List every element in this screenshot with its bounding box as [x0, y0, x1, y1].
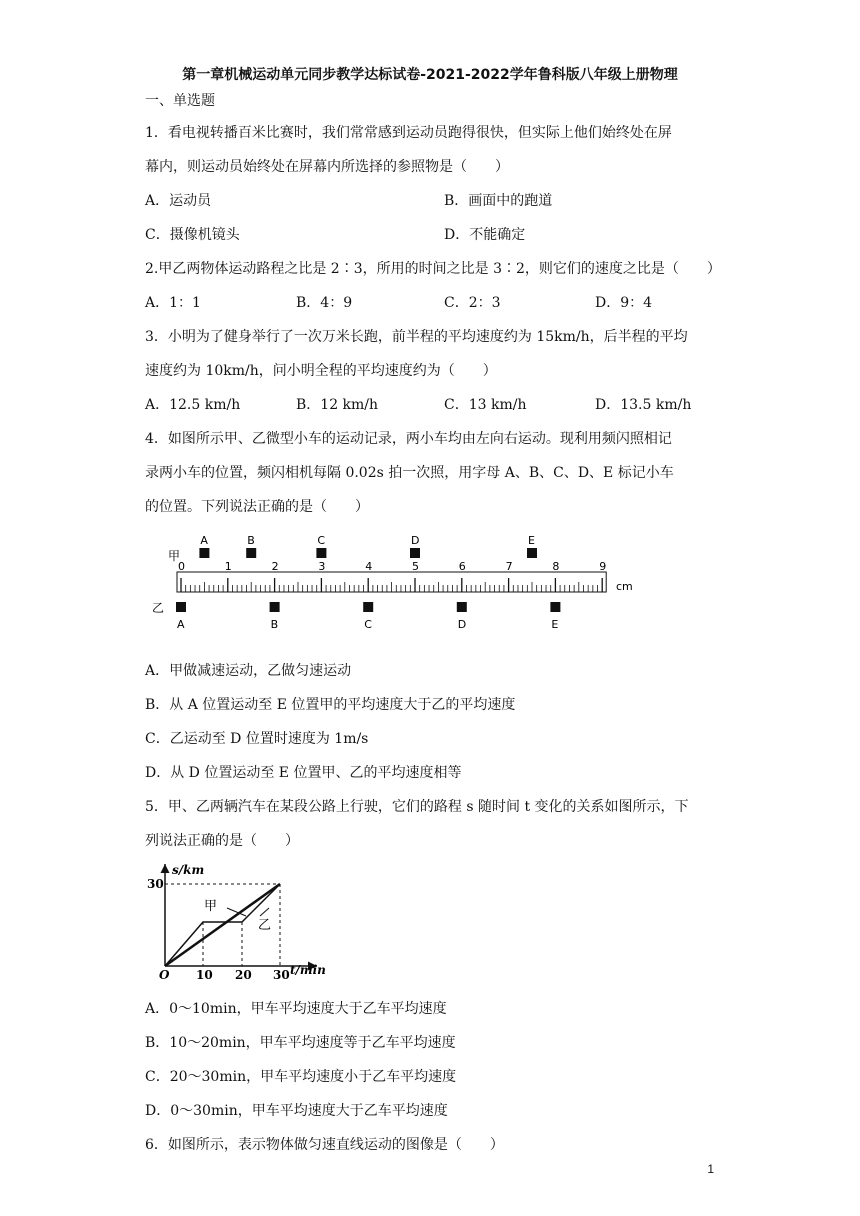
graph-jia-label: 甲	[204, 899, 218, 914]
q3-line2: 速度约为 10km/h，问小明全程的平均速度约为（ ）	[145, 363, 497, 379]
yi-pointer	[260, 908, 269, 916]
q6-line1: 6．如图所示，表示物体做匀速直线运动的图像是（ ）	[145, 1137, 504, 1153]
jia-car-mark	[410, 548, 420, 558]
jia-label: 甲	[168, 549, 181, 563]
q2-option-b: B．4：9	[296, 295, 353, 311]
yi-mark-label: C	[364, 618, 372, 631]
q2-option-d: D．9：4	[595, 295, 653, 311]
yi-car-mark	[270, 602, 280, 612]
graph-xlabel: t/min	[290, 963, 326, 977]
ruler-tick-label: 2	[271, 560, 279, 573]
yi-car-mark	[550, 602, 560, 612]
q3-option-b: B．12 km/h	[296, 397, 379, 413]
q3-line1: 3．小明为了健身举行了一次万米长跑，前半程的平均速度约为 15km/h，后半程的平均	[145, 329, 688, 345]
graph-yi-label: 乙	[258, 918, 272, 933]
ruler-tick-label: 3	[318, 560, 326, 573]
q2-line1: 2.甲乙两物体运动路程之比是 2∶3，所用的时间之比是 3∶2，则它们的速度之比是（ ）	[145, 261, 721, 277]
ruler-figure	[150, 532, 650, 637]
graph-x30: 30	[273, 968, 290, 980]
yi-car-mark	[176, 602, 186, 612]
graph-ylabel: s/km	[172, 863, 205, 877]
q5-line2: 列说法正确的是（ ）	[145, 833, 299, 849]
q3-option-c: C．13 km/h	[444, 397, 527, 413]
ruler-tick-label: 7	[505, 560, 513, 573]
ruler-tick-label: 5	[412, 560, 419, 573]
q2-option-a: A．1：1	[145, 295, 201, 311]
jia-mark-label: B	[247, 534, 255, 547]
graph-y30: 30	[147, 877, 164, 891]
q4-option-a: A．甲做减速运动，乙做匀速运动	[145, 663, 352, 679]
q3-option-d: D．13.5 km/h	[595, 397, 692, 413]
q2-option-c: C．2：3	[444, 295, 501, 311]
ruler-tick-label: 9	[599, 560, 607, 573]
q1-option-b: B．画面中的跑道	[444, 193, 553, 209]
jia-car-mark	[246, 548, 256, 558]
ruler-tick-label: 1	[224, 560, 232, 573]
ruler	[176, 534, 606, 631]
q1-option-c: C．摄像机镜头	[145, 227, 240, 243]
yi-car-mark	[457, 602, 467, 612]
page-title: 第一章机械运动单元同步教学达标试卷-2021-2022学年鲁科版八年级上册物理	[182, 67, 678, 83]
ruler-tick-label: 0	[178, 560, 185, 573]
page-number: 1	[707, 1162, 714, 1176]
q5-line1: 5．甲、乙两辆汽车在某段公路上行驶，它们的路程 s 随时间 t 变化的关系如图所示，下	[145, 799, 689, 815]
yi-car-mark	[363, 602, 373, 612]
jia-mark-label: E	[528, 534, 535, 547]
q5-option-c: C．20～30min，甲车平均速度小于乙车平均速度	[145, 1069, 457, 1085]
q4-option-b: B．从 A 位置运动至 E 位置甲的平均速度大于乙的平均速度	[145, 697, 516, 713]
graph-x10: 10	[196, 968, 213, 980]
st-graph	[145, 858, 335, 980]
jia-mark-label: C	[317, 534, 326, 547]
jia-mark-label: D	[411, 534, 420, 547]
q5-option-a: A．0～10min，甲车平均速度大于乙车平均速度	[145, 1001, 447, 1017]
q5-option-b: B．10～20min，甲车平均速度等于乙车平均速度	[145, 1035, 456, 1051]
jia-car-mark	[199, 548, 209, 558]
yi-label: 乙	[152, 601, 165, 615]
section-heading: 一、单选题	[145, 93, 215, 109]
q3-option-a: A．12.5 km/h	[145, 397, 241, 413]
graph-x20: 20	[235, 968, 252, 980]
q1-line2: 幕内，则运动员始终处在屏幕内所选择的参照物是（ ）	[145, 159, 509, 175]
q4-option-c: C．乙运动至 D 位置时速度为 1m/s	[145, 731, 369, 747]
graph-origin: O	[159, 968, 170, 980]
jia-car-mark	[527, 548, 537, 558]
q1-option-d: D．不能确定	[444, 227, 526, 243]
q5-option-d: D．0～30min，甲车平均速度大于乙车平均速度	[145, 1103, 448, 1119]
ruler-tick-label: 6	[458, 560, 466, 573]
jia-car-mark	[316, 548, 326, 558]
ruler-tick-label: 8	[552, 560, 560, 573]
q4-line1: 4．如图所示甲、乙微型小车的运动记录，两小车均由左向右运动。现利用频闪照相记	[145, 431, 672, 447]
q4-option-d: D．从 D 位置运动至 E 位置甲、乙的平均速度相等	[145, 765, 462, 781]
q4-line3: 的位置。下列说法正确的是（ ）	[145, 499, 369, 515]
yi-mark-label: B	[270, 618, 279, 631]
q1-option-a: A．运动员	[145, 193, 212, 209]
ruler-tick-label: 4	[365, 560, 373, 573]
yi-mark-label: D	[457, 618, 467, 631]
yi-mark-label: A	[177, 618, 185, 631]
yi-mark-label: E	[551, 618, 559, 631]
q1-line1: 1．看电视转播百米比赛时，我们常常感到运动员跑得很快，但实际上他们始终处在屏	[145, 125, 672, 141]
jia-mark-label: A	[200, 534, 208, 547]
ruler-unit: cm	[616, 580, 633, 593]
q4-line2: 录两小车的位置，频闪相机每隔 0.02s 拍一次照，用字母 A、B、C、D、E 标记小车	[145, 465, 674, 481]
